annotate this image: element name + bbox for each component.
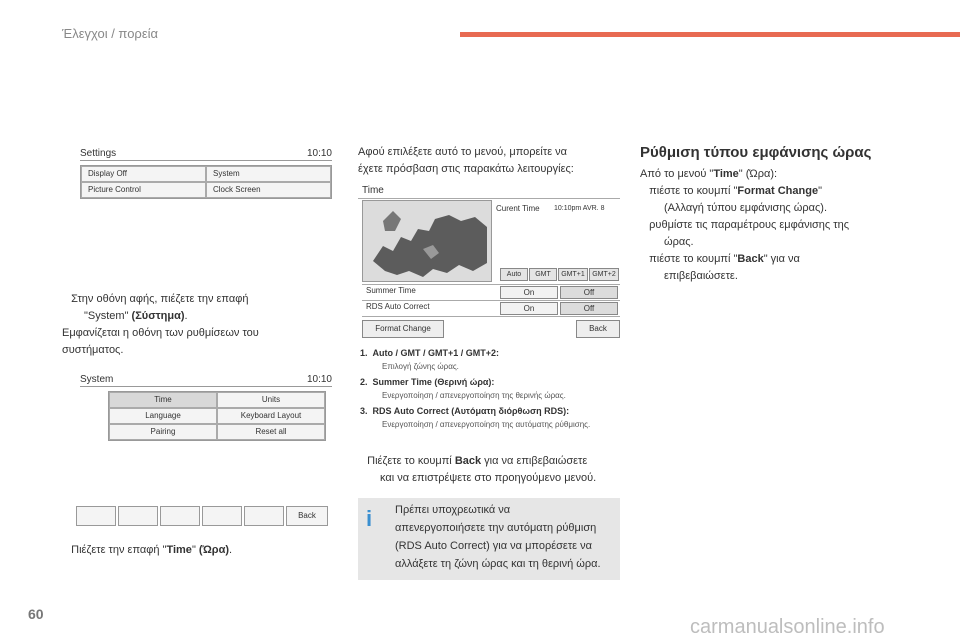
summer-time-label: Summer Time [366, 286, 416, 295]
step2-time-gr: (Ώρα) [198, 544, 230, 556]
settings-title: Settings [80, 148, 117, 159]
right-b2-line1: ρυθμίστε τις παραμέτρους εμφάνισης της [649, 219, 850, 231]
keyboard-layout-cell[interactable]: Keyboard Layout [217, 408, 325, 424]
middle-intro [358, 144, 628, 178]
note-heading [360, 377, 630, 387]
notes-list [360, 348, 630, 429]
picture-control-cell[interactable]: Picture Control [81, 182, 206, 198]
clock-screen-cell[interactable]: Clock Screen [206, 182, 331, 198]
nav-bar [76, 506, 332, 526]
system-title: System [80, 374, 114, 385]
right-b1-line2: (Αλλαγή τύπου εμφάνισης ώρας). [664, 202, 828, 214]
right-b1-format: Format Change [737, 185, 819, 197]
step2-end: . [229, 544, 233, 556]
step3-text [358, 453, 628, 487]
page-number: 60 [28, 606, 44, 622]
watermark: carmanualsonline.info [690, 616, 885, 638]
note-number: 2. [360, 377, 368, 387]
step2-time: Time [166, 544, 192, 556]
format-change-button[interactable]: Format Change [362, 320, 444, 338]
time-back-button[interactable]: Back [576, 320, 620, 338]
tz-gmt-button[interactable]: GMT [529, 268, 557, 281]
time-screen-title: Time [362, 185, 384, 196]
tz-button-row [500, 268, 619, 281]
info-line: απενεργοποιήσετε την αυτόματη ρύθμιση [395, 522, 597, 534]
right-intro-post: " (Ώρα): [738, 168, 778, 180]
step3-post: για να επιβεβαιώσετε [481, 455, 588, 467]
rds-off-button[interactable]: Off [560, 302, 618, 315]
system-clock: 10:10 [306, 374, 332, 385]
current-time-value: 10:10pm AVR. 8 [554, 205, 605, 212]
nav-slot[interactable] [118, 506, 158, 526]
europe-map-image [362, 200, 492, 282]
note-title: RDS Auto Correct (Αυτόματη διόρθωση RDS): [372, 406, 570, 416]
time-row-divider [362, 300, 620, 301]
pairing-cell[interactable]: Pairing [109, 424, 217, 440]
note-title: Summer Time (Θερινή ώρα): [372, 377, 495, 387]
nav-back-button[interactable]: Back [286, 506, 328, 526]
note-heading [360, 348, 630, 358]
right-b3-line2: επιβεβαιώσετε. [664, 270, 738, 282]
step2-text [62, 542, 352, 559]
intro-line2: έχετε πρόσβαση στις παρακάτω λειτουργίες: [358, 163, 574, 175]
summer-off-button[interactable]: Off [560, 286, 618, 299]
rds-on-button[interactable]: On [500, 302, 558, 315]
step1-line3: Εμφανίζεται η οθόνη των ρυθμίσεων του [62, 327, 259, 339]
note-number: 1. [360, 348, 368, 358]
step3-line2: και να επιστρέψετε στο προηγούμενο μενού. [380, 472, 597, 484]
time-row-divider [362, 284, 620, 285]
right-b3-pre: πιέστε το κουμπί " [649, 253, 738, 265]
step2-mid: " [191, 544, 199, 556]
tz-gmt1-button[interactable]: GMT+1 [558, 268, 588, 281]
nav-slot[interactable] [244, 506, 284, 526]
step1-line1: Στην οθόνη αφής, πιέζετε την επαφή [71, 293, 249, 305]
nav-slot[interactable] [160, 506, 200, 526]
current-time-label: Curent Time [496, 204, 540, 213]
rds-label: RDS Auto Correct [366, 302, 430, 311]
tz-gmt2-button[interactable]: GMT+2 [589, 268, 619, 281]
system-cell[interactable]: System [206, 166, 331, 182]
note-number: 3. [360, 406, 368, 416]
step2-pre: Πιέζετε την επαφή " [71, 544, 167, 556]
info-icon: i [366, 506, 373, 531]
nav-slot[interactable] [202, 506, 242, 526]
info-line: αλλάξετε τη ζώνη ώρας και τη θερινή ώρα. [395, 558, 601, 570]
time-screen-divider [358, 198, 620, 199]
right-b3-back: Back [737, 253, 764, 265]
header-accent-bar [460, 32, 960, 37]
note-body: Επιλογή ζώνης ώρας. [382, 362, 459, 371]
note-title: Auto / GMT / GMT+1 / GMT+2: [372, 348, 500, 358]
section-title: Έλεγχοι / πορεία [62, 26, 159, 41]
display-off-cell[interactable]: Display Off [81, 166, 206, 182]
step1-system: "System" [84, 310, 129, 322]
info-line: Πρέπει υποχρεωτικά να [395, 504, 511, 516]
nav-slot[interactable] [76, 506, 116, 526]
step1-system-gr: (Σύστημα) [131, 310, 185, 322]
time-row-divider [362, 316, 620, 317]
step1-line4: συστήματος. [62, 344, 124, 356]
system-screen [80, 374, 332, 441]
right-b1-pre: πιέστε το κουμπί " [649, 185, 738, 197]
europe-map-icon [363, 201, 491, 281]
step3-pre: Πιέζετε το κουμπί [367, 455, 455, 467]
settings-clock: 10:10 [306, 148, 332, 159]
right-body [640, 166, 910, 285]
time-cell[interactable]: Time [109, 392, 217, 408]
step1-period: . [184, 310, 188, 322]
language-cell[interactable]: Language [109, 408, 217, 424]
right-heading: Ρύθμιση τύπου εμφάνισης ώρας [640, 144, 872, 161]
tz-auto-button[interactable]: Auto [500, 268, 528, 281]
right-b1-post: " [818, 185, 822, 197]
intro-line1: Αφού επιλέξετε αυτό το μενού, μπορείτε να [358, 146, 568, 158]
step3-back: Back [454, 455, 482, 467]
units-cell[interactable]: Units [217, 392, 325, 408]
right-b2-line2: ώρας. [664, 236, 694, 248]
right-intro-pre: Από το μενού " [640, 168, 714, 180]
step1-text [62, 291, 342, 359]
right-b3-post: " για να [763, 253, 800, 265]
note-heading [360, 406, 630, 416]
right-intro-time: Time [713, 168, 739, 180]
summer-on-button[interactable]: On [500, 286, 558, 299]
info-text [395, 501, 619, 573]
note-body: Ενεργοποίηση / απενεργοποίηση της αυτόματης ρύθμισης. [382, 420, 591, 429]
info-line: (RDS Auto Correct) για να μπορέσετε να [395, 540, 592, 552]
reset-all-cell[interactable]: Reset all [217, 424, 325, 440]
note-body: Ενεργοποίηση / απενεργοποίηση της θερινής ώρας. [382, 391, 566, 400]
settings-screen [80, 148, 332, 199]
